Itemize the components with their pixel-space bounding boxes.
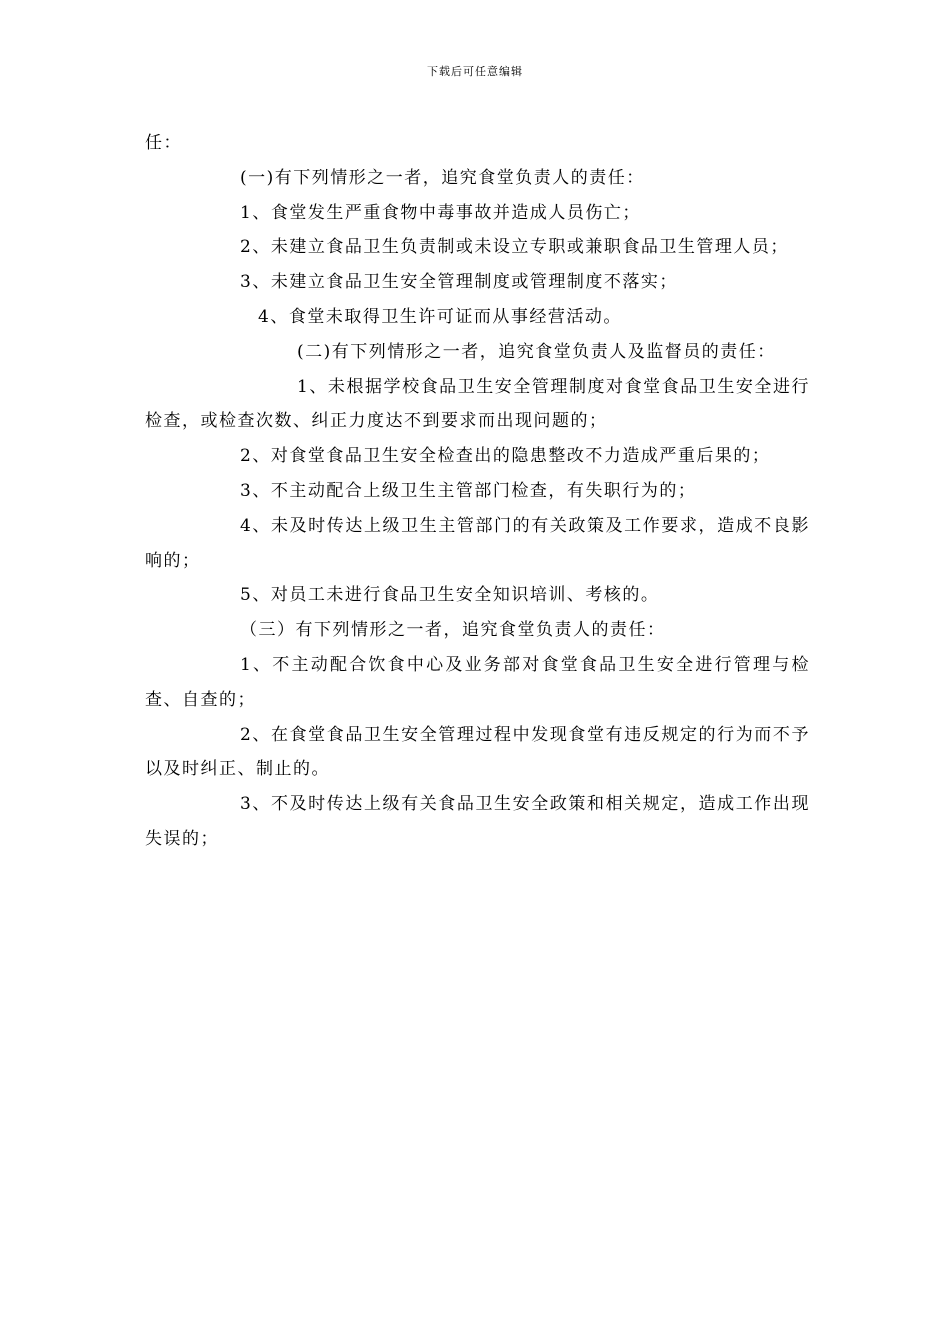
list-item: 4、未及时传达上级卫生主管部门的有关政策及工作要求，造成不良影响的；: [145, 515, 810, 571]
paragraph-continuation: 任：: [145, 133, 182, 153]
list-item: 2、在食堂食品卫生安全管理过程中发现食堂有违反规定的行为而不予以及时纠正、制止的。: [145, 724, 810, 780]
list-item: 3、不及时传达上级有关食品卫生安全政策和相关规定，造成工作出现失误的；: [145, 794, 810, 849]
list-item: 5、对员工未进行食品卫生安全知识培训、考核的。: [240, 585, 660, 606]
list-item: 3、不主动配合上级卫生主管部门检查，有失职行为的；: [240, 480, 697, 501]
section-heading-2: (二)有下列情形之一者，追究食堂负责人及监督员的责任：: [297, 341, 776, 362]
list-item: 1、不主动配合饮食中心及业务部对食堂食品卫生安全进行管理与检查、自查的；: [145, 654, 810, 710]
list-item: 1、食堂发生严重食物中毒事故并造成人员伤亡；: [240, 202, 641, 223]
list-item: 2、对食堂食品卫生安全检查出的隐患整改不力造成严重后果的；: [240, 446, 771, 467]
list-item: 4、食堂未取得卫生许可证而从事经营活动。: [258, 306, 622, 327]
list-item: 1、未根据学校食品卫生安全管理制度对食堂食品卫生安全进行检查，或检查次数、纠正力度达不到要求而出现问题的；: [145, 376, 810, 432]
section-heading-1: (一)有下列情形之一者，追究食堂负责人的责任：: [240, 167, 645, 188]
page-header: 下载后可任意编辑: [427, 65, 523, 78]
document-body: [145, 126, 810, 857]
section-heading-3: （三）有下列情形之一者，追究食堂负责人的责任：: [240, 620, 666, 641]
list-item: 2、未建立食品卫生负责制或未设立专职或兼职食品卫生管理人员；: [240, 237, 789, 258]
list-item: 3、未建立食品卫生安全管理制度或管理制度不落实；: [240, 272, 678, 293]
